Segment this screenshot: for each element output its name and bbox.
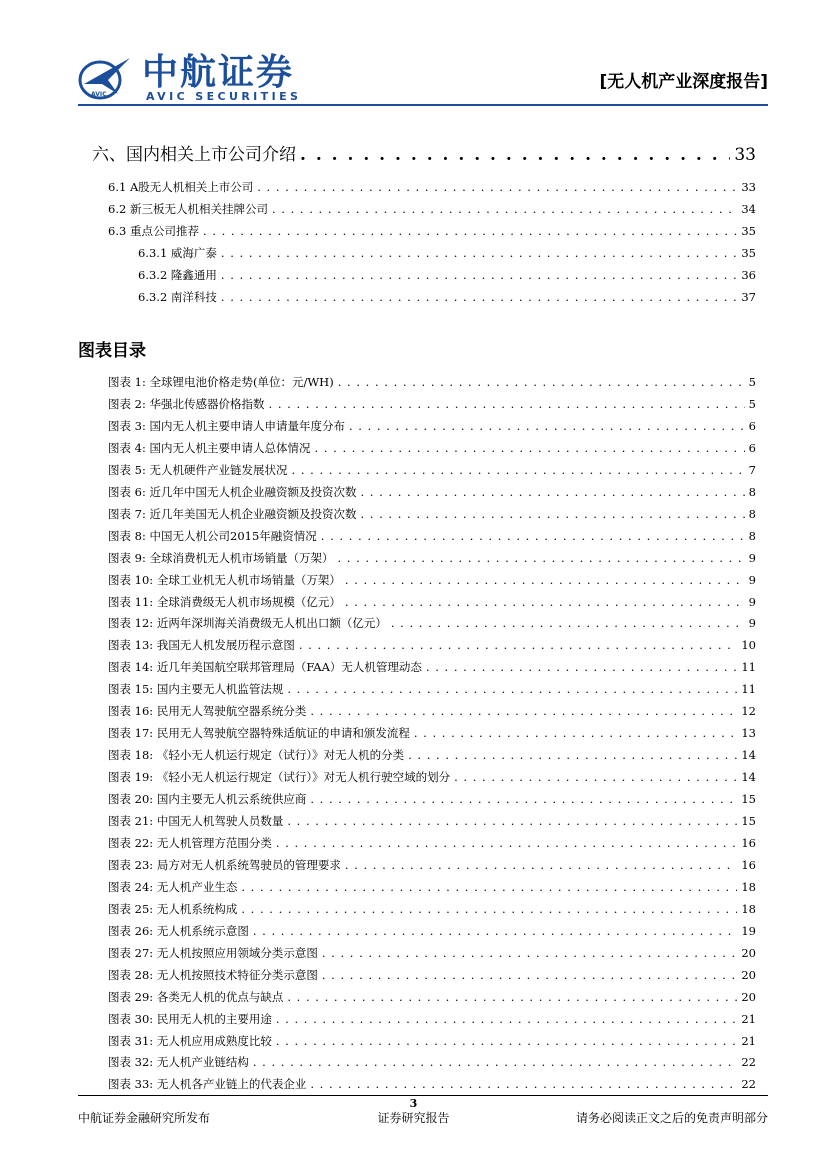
figure-list-label: 图表 33: 无人机各产业链上的代表企业: [108, 1077, 307, 1092]
figure-list-item[interactable]: [108, 1054, 756, 1070]
figure-list-label: 图表 11: 全球消费级无人机市场规模（亿元）: [108, 594, 341, 609]
figure-list-page: 15: [741, 792, 756, 807]
figure-list-item[interactable]: [108, 1076, 756, 1092]
figure-list-page: 15: [741, 814, 756, 828]
leader-dots: [203, 223, 737, 239]
figure-list-page: 20: [741, 989, 756, 1004]
figure-list-item[interactable]: [108, 550, 756, 566]
figure-list-label: 图表 26: 无人机系统示意图: [108, 923, 249, 938]
leader-dots: [338, 374, 745, 390]
leader-dots: [241, 879, 737, 895]
figure-list-label: 图表 4: 国内无人机主要申请人总体情况: [108, 440, 311, 455]
figure-list-label: 图表 9: 全球消费机无人机市场销量（万架）: [108, 550, 334, 565]
figure-list-page: 20: [741, 945, 756, 960]
leader-dots: [426, 659, 737, 675]
figure-list-item[interactable]: [108, 506, 756, 522]
figure-list-page: 5: [748, 375, 756, 389]
avic-logo-icon: [78, 54, 134, 102]
figure-list-label: 图表 20: 国内主要无人机云系统供应商: [108, 792, 307, 807]
header-divider: [78, 104, 768, 106]
figure-list-item[interactable]: [108, 659, 756, 675]
figure-list-item[interactable]: [108, 418, 756, 434]
figure-list-page: 20: [741, 967, 756, 982]
toc-subsection-label: 6.3.2 隆鑫通用: [138, 268, 217, 282]
figure-list-item[interactable]: [108, 1033, 756, 1049]
figure-list-item[interactable]: [108, 615, 756, 631]
figure-list-item[interactable]: [108, 462, 756, 478]
figure-list-label: 图表 10: 全球工业机无人机市场销量（万架）: [108, 572, 341, 587]
figure-list-item[interactable]: [108, 396, 756, 412]
figure-list-label: 图表 15: 国内主要无人机监管法规: [108, 682, 284, 697]
figure-list-label: 图表 5: 无人机硬件产业链发展状况: [108, 462, 288, 477]
toc-subsection[interactable]: [138, 245, 756, 261]
leader-dots: [391, 615, 745, 631]
figure-list-item[interactable]: [108, 440, 756, 456]
figure-list-label: 图表 7: 近几年美国无人机企业融资额及投资次数: [108, 506, 357, 521]
leader-dots: [322, 945, 738, 961]
figure-list-page: 11: [741, 682, 756, 697]
leader-dots: [253, 923, 738, 939]
figure-list-page: 8: [748, 484, 756, 499]
leader-dots: [272, 201, 737, 217]
toc-subsection-page: 36: [741, 268, 756, 282]
figure-list-label: 图表 18: 《轻小无人机运行规定（试行）》对无人机的分类: [108, 748, 405, 763]
figure-list-label: 图表 6: 近几年中国无人机企业融资额及投资次数: [108, 484, 357, 499]
leader-dots: [310, 791, 737, 807]
figure-list-page: 19: [741, 923, 756, 938]
toc-section[interactable]: [108, 201, 756, 217]
figure-list-item[interactable]: [108, 484, 756, 500]
figure-list-label: 图表 16: 民用无人驾驶航空器系统分类: [108, 704, 307, 719]
leader-dots: [361, 506, 745, 522]
figure-list-label: 图表 24: 无人机产业生态: [108, 879, 238, 894]
toc-chapter-page: 33: [734, 145, 756, 165]
toc-subsection-label: 6.3.1 威海广泰: [138, 246, 217, 260]
figure-list-page: 16: [741, 835, 756, 850]
figure-list-label: 图表 28: 无人机按照技术特征分类示意图: [108, 967, 318, 982]
figure-list-page: 6: [748, 418, 756, 433]
figure-list-page: 7: [748, 462, 756, 477]
figure-list-page: 9: [748, 594, 756, 609]
leader-dots: [241, 901, 737, 917]
figure-list-item[interactable]: [108, 923, 756, 939]
leader-dots: [276, 1011, 738, 1027]
leader-dots: [276, 1033, 738, 1049]
figure-list-label: 图表 22: 无人机管理方范围分类: [108, 835, 272, 850]
figure-list-page: 14: [741, 770, 756, 785]
figure-list-item[interactable]: [108, 703, 756, 719]
toc-section-label: 6.3 重点公司推荐: [108, 224, 199, 238]
leader-dots: [221, 245, 737, 261]
toc-chapter[interactable]: [92, 144, 756, 166]
figure-list-item[interactable]: [108, 989, 756, 1005]
toc-chapter-label: 六、国内相关上市公司介绍: [92, 145, 296, 165]
leader-dots: [292, 462, 745, 478]
figure-list-item[interactable]: [108, 791, 756, 807]
figure-list-item[interactable]: [108, 901, 756, 917]
leader-dots: [257, 179, 737, 195]
figure-list-page: 18: [741, 879, 756, 894]
figure-list-item[interactable]: [108, 747, 756, 763]
figure-list-page: 14: [741, 748, 756, 763]
figure-list-label: 图表 25: 无人机系统构成: [108, 901, 238, 916]
toc-section-label: 6.2 新三板无人机相关挂牌公司: [108, 202, 268, 216]
figure-list-label: 图表 19: 《轻小无人机运行规定（试行）》对无人机行驶空域的划分: [108, 770, 451, 785]
toc-subsection[interactable]: [138, 289, 756, 305]
figure-list-label: 图表 32: 无人机产业链结构: [108, 1055, 249, 1070]
figure-list-label: 图表 29: 各类无人机的优点与缺点: [108, 989, 284, 1004]
figure-list-page: 11: [741, 660, 756, 675]
leader-dots: [253, 1054, 738, 1070]
company-name-en: AVIC SECURITIES: [146, 90, 302, 103]
logo-text: AVIC: [91, 91, 107, 98]
toc-section[interactable]: [108, 179, 756, 195]
list-of-figures-title: 图表目录: [78, 341, 146, 361]
figure-list-label: 图表 13: 我国无人机发展历程示意图: [108, 638, 295, 653]
leader-dots: [345, 857, 738, 873]
leader-dots: [310, 1076, 737, 1092]
figure-list-item[interactable]: [108, 769, 756, 785]
figure-list-page: 9: [748, 616, 756, 631]
figure-list-item[interactable]: [108, 945, 756, 961]
leader-dots: [310, 703, 737, 719]
leader-dots: [221, 267, 737, 283]
leader-dots: [338, 550, 745, 566]
page-header: [78, 52, 768, 104]
toc-subsection-label: 6.3.2 南洋科技: [138, 290, 217, 304]
report-title: [无人机产业深度报告]: [599, 72, 768, 92]
figure-list-label: 图表 30: 民用无人机的主要用途: [108, 1011, 272, 1026]
leader-dots: [349, 418, 745, 434]
figure-list-label: 图表 12: 近两年深圳海关消费级无人机出口额（亿元）: [108, 616, 387, 631]
footer-publisher: 中航证券金融研究所发布: [78, 1111, 211, 1125]
figure-list-item[interactable]: [108, 374, 756, 390]
toc-subsection-page: 37: [741, 290, 756, 304]
leader-dots: [345, 572, 745, 588]
toc-section-page: 33: [741, 180, 756, 194]
figure-list-page: 6: [748, 440, 756, 455]
toc-section-page: 34: [741, 202, 756, 216]
figure-list-page: 13: [741, 726, 756, 741]
figure-list-page: 8: [748, 528, 756, 543]
figure-list-page: 22: [741, 1055, 756, 1070]
figure-list-label: 图表 21: 中国无人机驾驶人员数量: [108, 814, 284, 828]
leader-dots: [322, 967, 738, 983]
figure-list-label: 图表 3: 国内无人机主要申请人申请量年度分布: [108, 418, 345, 433]
leader-dots: [315, 440, 745, 456]
leader-dots: [414, 725, 738, 741]
figure-list-item[interactable]: [108, 594, 756, 610]
company-name-cn: 中航证券: [142, 52, 295, 93]
figure-list-label: 图表 1: 全球锂电池价格走势(单位：元/WH): [108, 375, 334, 389]
figure-list-page: 8: [748, 506, 756, 521]
leader-dots: [408, 747, 737, 763]
figure-list-label: 图表 23: 局方对无人机系统驾驶员的管理要求: [108, 857, 341, 872]
figure-list-page: 9: [748, 550, 756, 565]
toc-section-page: 35: [741, 224, 756, 238]
leader-dots: [269, 396, 745, 412]
figure-list-page: 12: [741, 704, 756, 719]
figure-list-item[interactable]: [108, 1011, 756, 1027]
figure-list-page: 5: [748, 396, 756, 411]
toc-section[interactable]: [108, 223, 756, 239]
page-number: 3: [409, 1097, 418, 1110]
toc-section-label: 6.1 A股无人机相关上市公司: [108, 180, 254, 194]
figure-list-label: 图表 17: 民用无人驾驶航空器特殊适航证的申请和颁发流程: [108, 726, 410, 741]
leader-dots: [287, 681, 737, 697]
figure-list-page: 18: [741, 901, 756, 916]
figure-list-label: 图表 27: 无人机按照应用领域分类示意图: [108, 945, 318, 960]
toc-subsection[interactable]: [138, 267, 756, 283]
figure-list-item[interactable]: [108, 813, 756, 829]
figure-list-page: 22: [741, 1077, 756, 1092]
leader-dots: [300, 144, 730, 166]
figure-list-page: 21: [741, 1011, 756, 1026]
leader-dots: [361, 484, 745, 500]
figure-list-label: 图表 31: 无人机应用成熟度比较: [108, 1033, 272, 1048]
figure-list-item[interactable]: [108, 725, 756, 741]
leader-dots: [221, 289, 737, 305]
figure-list-page: 10: [741, 638, 756, 653]
figure-list-label: 图表 14: 近几年美国航空联邦管理局（FAA）无人机管理动态: [108, 660, 422, 675]
figure-list-item[interactable]: [108, 637, 756, 653]
figure-list-item[interactable]: [108, 879, 756, 895]
leader-dots: [287, 813, 737, 829]
figure-list-item[interactable]: [108, 857, 756, 873]
figure-list-label: 图表 8: 中国无人机公司2015年融资情况: [108, 528, 317, 543]
figure-list-item[interactable]: [108, 572, 756, 588]
leader-dots: [321, 528, 745, 544]
leader-dots: [454, 769, 737, 785]
figure-list-label: 图表 2: 华强北传感器价格指数: [108, 396, 265, 411]
figure-list-item[interactable]: [108, 681, 756, 697]
footer-report-type: 证券研究报告: [377, 1111, 450, 1125]
leader-dots: [287, 989, 737, 1005]
leader-dots: [345, 594, 745, 610]
footer-divider: [78, 1095, 768, 1096]
figure-list-item[interactable]: [108, 967, 756, 983]
figure-list-item[interactable]: [108, 835, 756, 851]
leader-dots: [299, 637, 738, 653]
figure-list-page: 9: [748, 572, 756, 587]
toc-subsection-page: 35: [741, 246, 756, 260]
leader-dots: [276, 835, 738, 851]
footer-disclaimer: 请务必阅读正文之后的免责声明部分: [575, 1111, 768, 1125]
figure-list-page: 21: [741, 1033, 756, 1048]
figure-list-page: 16: [741, 857, 756, 872]
figure-list-item[interactable]: [108, 528, 756, 544]
